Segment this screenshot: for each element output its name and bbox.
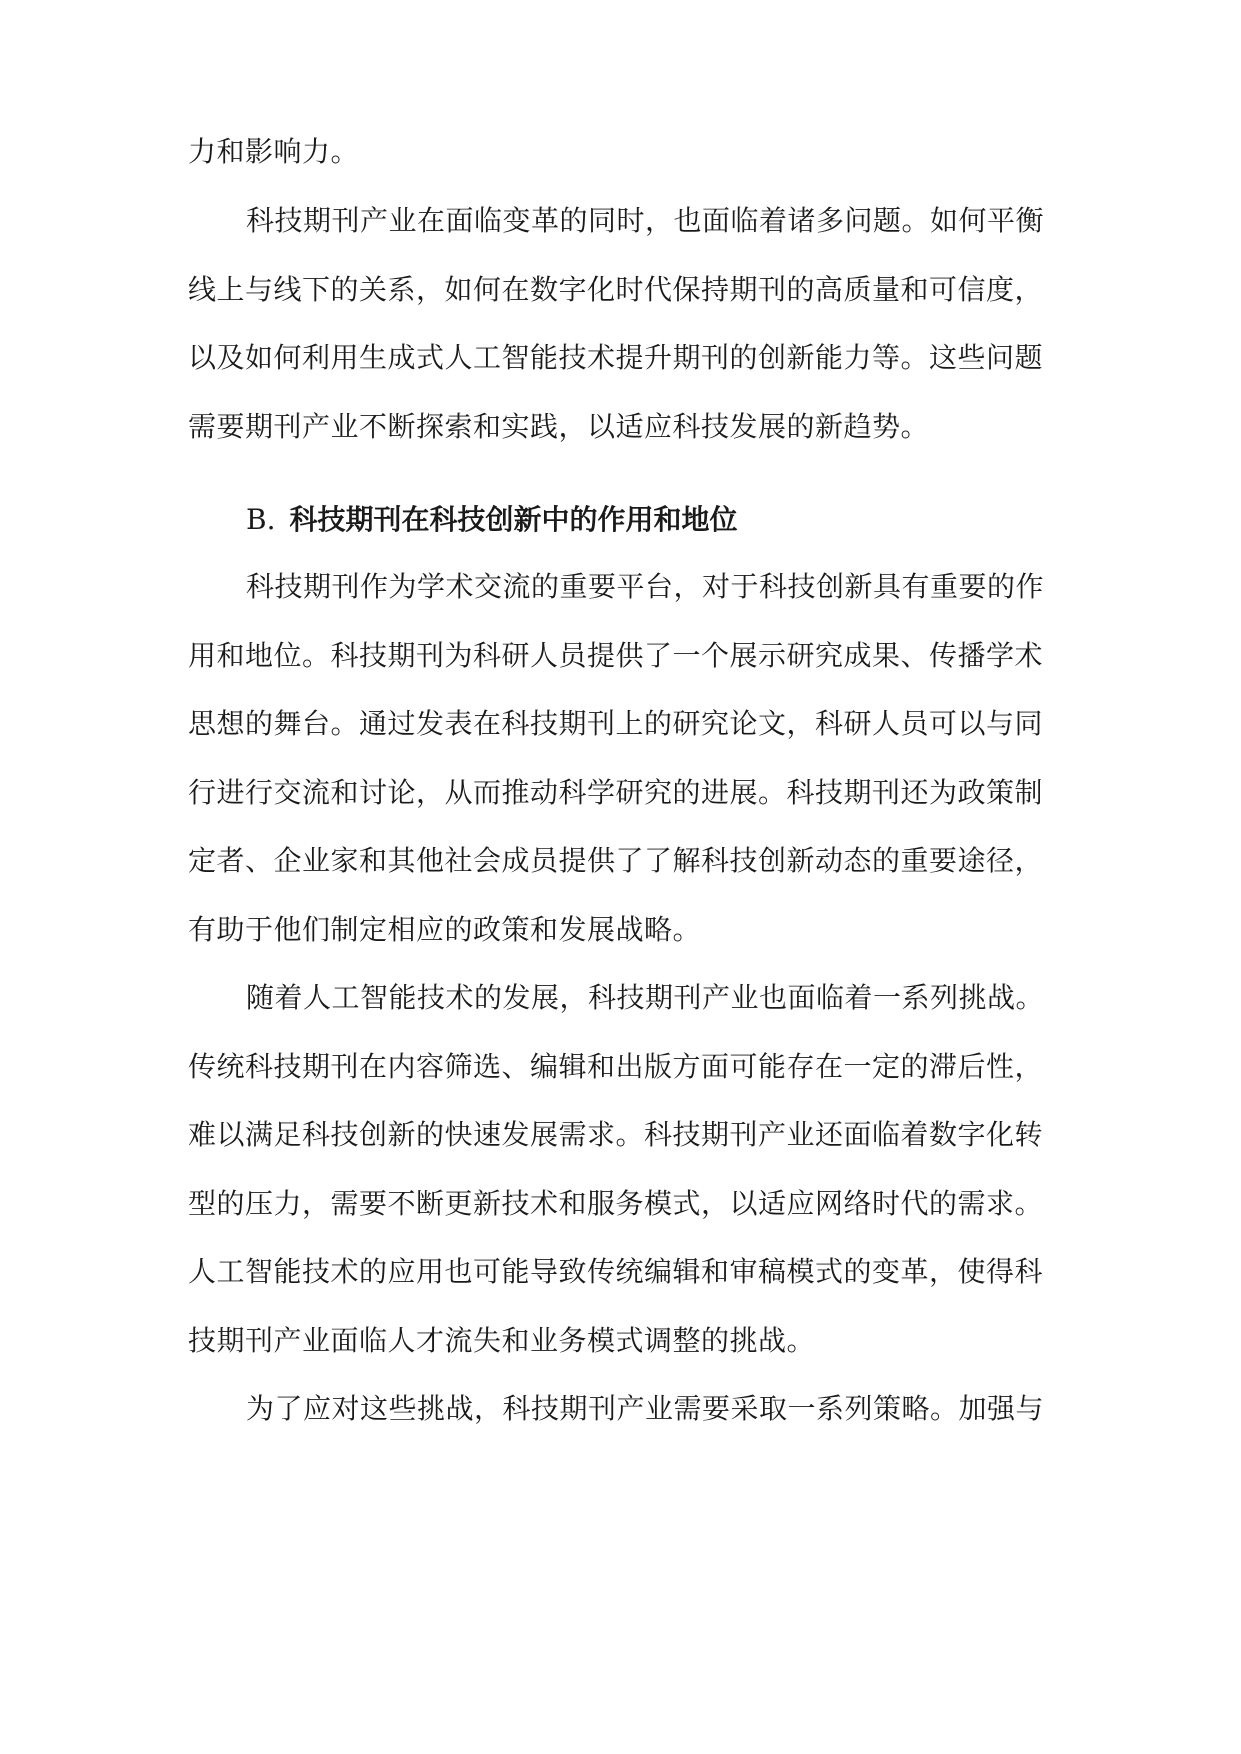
paragraph-line: 人工智能技术的应用也可能导致传统编辑和审稿模式的变革，使得科 [188, 1255, 1044, 1288]
paragraph-line: 科技期刊产业在面临变革的同时，也面临着诸多问题。如何平衡 [246, 204, 1045, 237]
section-heading [246, 500, 1068, 540]
paragraph-line: 线上与线下的关系，如何在数字化时代保持期刊的高质量和可信度， [188, 273, 1044, 306]
paragraph-line: 以及如何利用生成式人工智能技术提升期刊的创新能力等。这些问题 [188, 341, 1044, 374]
paragraph-line: 难以满足科技创新的快速发展需求。科技期刊产业还面临着数字化转 [188, 1118, 1044, 1151]
paragraph-line: 型的压力，需要不断更新技术和服务模式，以适应网络时代的需求。 [188, 1187, 1044, 1220]
paragraph-line: 随着人工智能技术的发展，科技期刊产业也面临着一系列挑战。 [246, 981, 1045, 1014]
paragraph-line: 定者、企业家和其他社会成员提供了了解科技创新动态的重要途径， [188, 844, 1044, 877]
paragraph-line: 技期刊产业面临人才流失和业务模式调整的挑战。 [188, 1324, 816, 1357]
paragraph-line: 科技期刊作为学术交流的重要平台，对于科技创新具有重要的作 [246, 570, 1045, 603]
paragraph-line: 为了应对这些挑战，科技期刊产业需要采取一系列策略。加强与 [246, 1392, 1045, 1425]
paragraph-line: 传统科技期刊在内容筛选、编辑和出版方面可能存在一定的滞后性， [188, 1050, 1044, 1083]
section-title: 科技期刊在科技创新中的作用和地位 [289, 503, 738, 536]
paragraph-line: 需要期刊产业不断探索和实践，以适应科技发展的新趋势。 [188, 410, 930, 443]
paragraph-line: 思想的舞台。通过发表在科技期刊上的研究论文，科研人员可以与同 [188, 707, 1044, 740]
paragraph-line: 有助于他们制定相应的政策和发展战略。 [188, 913, 702, 946]
section-label: B. [246, 503, 276, 536]
paragraph-line: 力和影响力。 [188, 135, 360, 168]
paragraph-line: 用和地位。科技期刊为科研人员提供了一个展示研究成果、传播学术 [188, 639, 1044, 672]
paragraph-line: 行进行交流和讨论，从而推动科学研究的进展。科技期刊还为政策制 [188, 776, 1044, 809]
